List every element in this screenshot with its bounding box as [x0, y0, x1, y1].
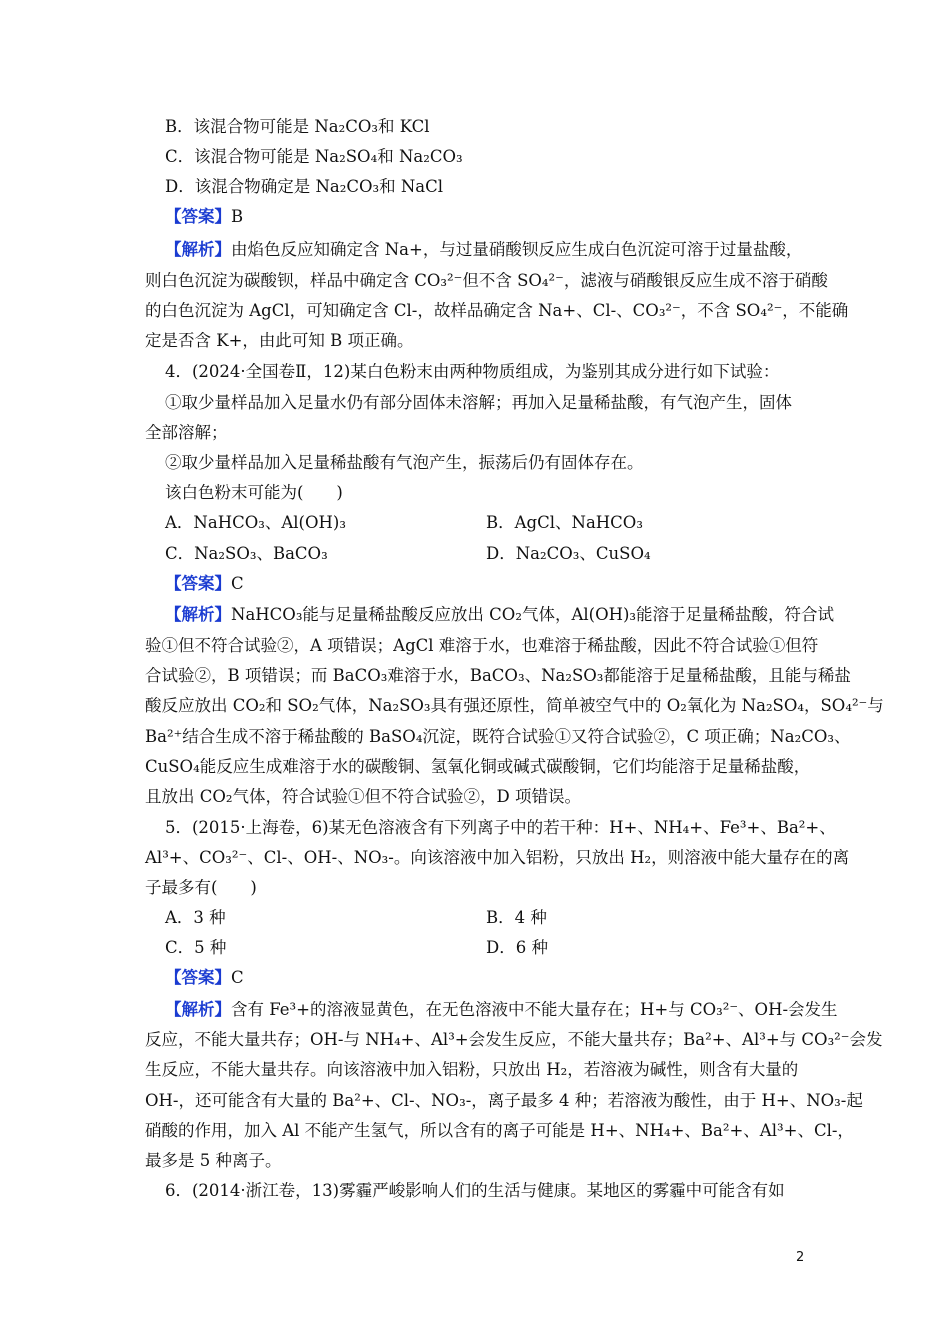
paragraph-line: Al³+、CO₃²⁻、Cl-、OH-、NO₃-。向该溶液中加入铝粉，只放出 H₂，则溶液中能大量存在的离 [145, 848, 850, 867]
question-5: 5．(2015·上海卷，6)某无色溶液含有下列离子中的若干种：H+、NH₄+、Fe³+、Ba²+、 [165, 818, 836, 837]
paragraph-line: CuSO₄能反应生成难溶于水的碳酸铜、氢氧化铜或碱式碳酸铜，它们均能溶于足量稀盐酸， [145, 757, 811, 776]
analysis-q4: 【解析】NaHCO₃能与足量稀盐酸反应放出 CO₂气体，Al(OH)₃能溶于足量稀盐酸，符合试 [165, 605, 835, 624]
option-a-q5: A．3 种 [165, 908, 226, 927]
paragraph-line: 酸反应放出 CO₂和 SO₂气体，Na₂SO₃具有强还原性，简单被空气中的 O₂氧化为 Na₂SO₄，SO₄²⁻与 [145, 696, 884, 715]
paragraph-line: 硝酸的作用，加入 Al 不能产生氢气，所以含有的离子可能是 H+、NH₄+、Ba²+、Al³+、Cl-， [145, 1121, 854, 1140]
option-c-q4: C．Na₂SO₃、BaCO₃ [165, 544, 328, 563]
option-c-q3: C．该混合物可能是 Na₂SO₄和 Na₂CO₃ [165, 147, 463, 166]
page-number: 2 [796, 1250, 805, 1265]
analysis-tag: 【解析】 [165, 1000, 231, 1019]
paragraph-line: ①取少量样品加入足量水仍有部分固体未溶解；再加入足量稀盐酸，有气泡产生，固体 [165, 393, 792, 412]
analysis-q3: 【解析】由焰色反应知确定含 Na+，与过量硝酸钡反应生成白色沉淀可溶于过量盐酸， [165, 240, 803, 259]
analysis-q5: 【解析】含有 Fe³+的溶液显黄色，在无色溶液中不能大量存在；H+与 CO₃²⁻、OH-会发生 [165, 1000, 838, 1019]
answer-tag: 【答案】 [165, 574, 231, 593]
answer-q5: 【答案】C [165, 968, 244, 987]
paragraph-line: 子最多有( ) [145, 878, 257, 897]
question-4: 4．(2024·全国卷Ⅱ，12)某白色粉末由两种物质组成，为鉴别其成分进行如下试验： [165, 362, 780, 381]
paragraph-line: 则白色沉淀为碳酸钡，样品中确定含 CO₃²⁻但不含 SO₄²⁻，滤液与硝酸银反应生成不溶于硝酸 [145, 271, 828, 290]
paragraph-line: 最多是 5 种离子。 [145, 1151, 282, 1170]
paragraph-line: 该白色粉末可能为( ) [165, 483, 343, 502]
option-c-q5: C．5 种 [165, 938, 227, 957]
answer-q4: 【答案】C [165, 574, 244, 593]
paragraph-line: 验①但不符合试验②，A 项错误；AgCl 难溶于水，也难溶于稀盐酸，因此不符合试验①但符 [145, 636, 819, 655]
question-6: 6．(2014·浙江卷，13)雾霾严峻影响人们的生活与健康。某地区的雾霾中可能含有如 [165, 1181, 785, 1200]
option-d-q5: D．6 种 [486, 938, 548, 957]
paragraph-line: 且放出 CO₂气体，符合试验①但不符合试验②，D 项错误。 [145, 787, 581, 806]
paragraph-line: ②取少量样品加入足量稀盐酸有气泡产生，振荡后仍有固体存在。 [165, 453, 644, 472]
paragraph-line: 合试验②，B 项错误；而 BaCO₃难溶于水，BaCO₃、Na₂SO₃都能溶于足量稀盐酸，且能与稀盐 [145, 666, 851, 685]
paragraph-line: 生反应，不能大量共存。向该溶液中加入铝粉，只放出 H₂，若溶液为碱性，则含有大量的 [145, 1060, 799, 1079]
answer-tag: 【答案】 [165, 968, 231, 987]
option-d-q4: D．Na₂CO₃、CuSO₄ [486, 544, 651, 563]
option-b-q5: B．4 种 [486, 908, 547, 927]
analysis-tag: 【解析】 [165, 605, 231, 624]
paragraph-line: 的白色沉淀为 AgCl，可知确定含 Cl-，故样品确定含 Na+、Cl-、CO₃²⁻，不含 SO₄²⁻，不能确 [145, 301, 849, 320]
paragraph-line: Ba²⁺结合生成不溶于稀盐酸的 BaSO₄沉淀，既符合试验①又符合试验②，C 项正确；Na₂CO₃、 [145, 727, 851, 746]
option-b-q4: B．AgCl、NaHCO₃ [486, 513, 643, 532]
option-b-q3: B．该混合物可能是 Na₂CO₃和 KCl [165, 117, 430, 136]
analysis-tag: 【解析】 [165, 240, 231, 259]
paragraph-line: 全部溶解； [145, 423, 228, 442]
option-a-q4: A．NaHCO₃、Al(OH)₃ [165, 513, 346, 532]
answer-q3: 【答案】B [165, 207, 244, 226]
paragraph-line: 定是否含 K+，由此可知 B 项正确。 [145, 331, 414, 350]
paragraph-line: OH-，还可能含有大量的 Ba²+、Cl-、NO₃-，离子最多 4 种；若溶液为酸性，由于 H+、NO₃-起 [145, 1091, 863, 1110]
answer-tag: 【答案】 [165, 207, 231, 226]
paragraph-line: 反应，不能大量共存；OH-与 NH₄+、Al³+会发生反应，不能大量共存；Ba²+、Al³+与 CO₃²⁻会发 [145, 1030, 883, 1049]
option-d-q3: D．该混合物确定是 Na₂CO₃和 NaCl [165, 177, 444, 196]
